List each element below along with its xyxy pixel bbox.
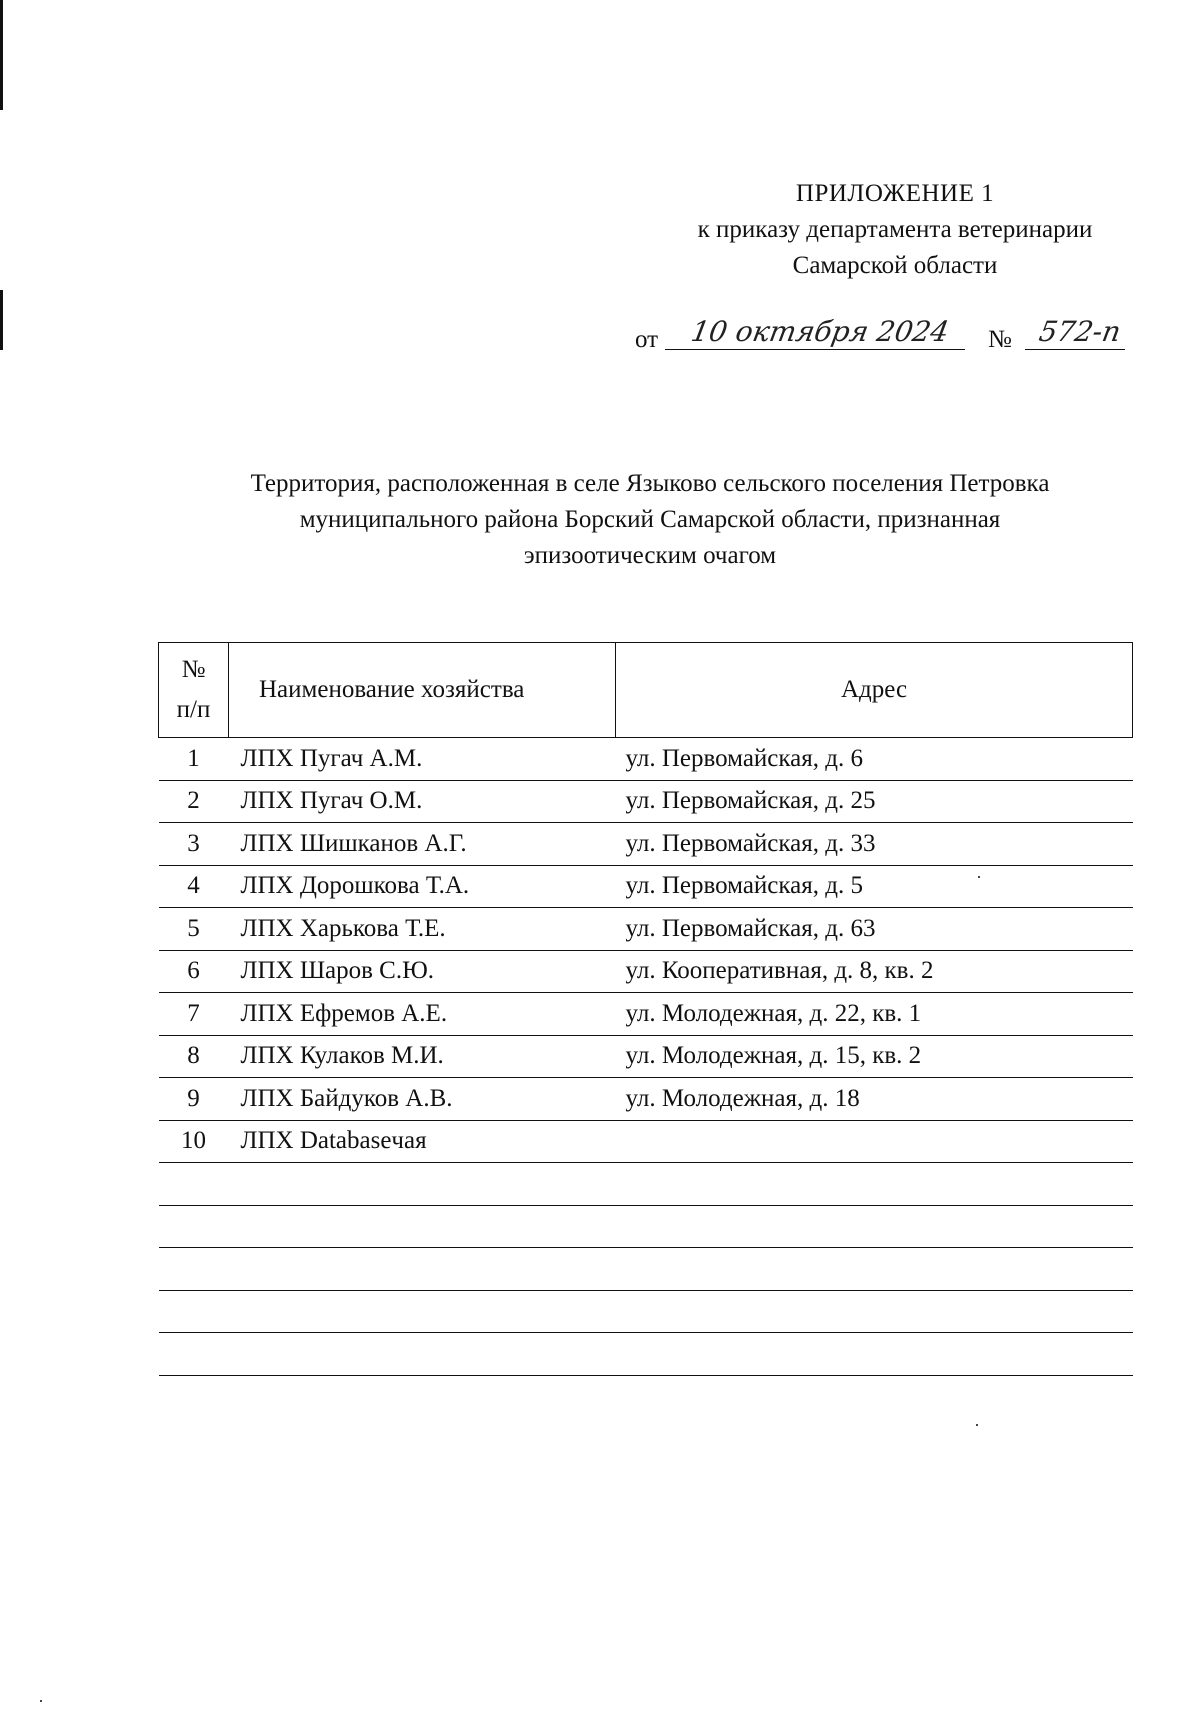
- table-row: [159, 1120, 1133, 1163]
- appendix-line-2: Самарской области: [792, 252, 998, 279]
- table-row: [159, 738, 1133, 781]
- header-number-line-2: п/п: [176, 696, 211, 723]
- table-row: [159, 908, 1133, 951]
- table-row: [159, 1078, 1133, 1121]
- table-row: [159, 780, 1133, 823]
- row-number: [159, 1205, 229, 1248]
- table-body: [159, 738, 1133, 1376]
- scan-edge-mark-middle: [0, 290, 3, 350]
- row-address: ул. Молодежная, д. 15, кв. 2: [616, 1035, 1133, 1078]
- scan-speck: [978, 876, 980, 878]
- row-number: 5: [159, 908, 229, 951]
- table-row: [159, 1248, 1133, 1291]
- row-farm-name: [229, 1163, 616, 1206]
- row-address: ул. Молодежная, д. 22, кв. 1: [616, 993, 1133, 1036]
- table-row: [159, 1205, 1133, 1248]
- row-address: ул. Первомайская, д. 5: [616, 865, 1133, 908]
- document-title: [130, 466, 1170, 574]
- row-farm-name: ЛПХ Пугач А.М.: [229, 738, 616, 781]
- row-address: [616, 1248, 1133, 1291]
- row-farm-name: ЛПХ Ефремов А.Е.: [229, 993, 616, 1036]
- row-address: [616, 1120, 1133, 1163]
- table-row: [159, 950, 1133, 993]
- header-number: [159, 643, 229, 738]
- table-row: [159, 1035, 1133, 1078]
- row-number: 7: [159, 993, 229, 1036]
- row-farm-name: ЛПХ Байдуков А.В.: [229, 1078, 616, 1121]
- title-line-2: муниципального района Борский Самарской области, признанная: [299, 506, 1001, 533]
- row-address: [616, 1163, 1133, 1206]
- row-address: ул. Кооперативная, д. 8, кв. 2: [616, 950, 1133, 993]
- scan-edge-mark-top: [0, 0, 3, 110]
- row-number: [159, 1333, 229, 1376]
- row-number: 8: [159, 1035, 229, 1078]
- table-row: [159, 993, 1133, 1036]
- row-number: 4: [159, 865, 229, 908]
- table-row: [159, 1163, 1133, 1206]
- row-number: 3: [159, 823, 229, 866]
- title-line-3: эпизоотическим очагом: [523, 542, 777, 569]
- title-line-1: Территория, расположенная в селе Языково сельского поселения Петровка: [250, 470, 1050, 497]
- row-address: ул. Первомайская, д. 33: [616, 823, 1133, 866]
- row-number: [159, 1163, 229, 1206]
- row-number: 2: [159, 780, 229, 823]
- row-address: [616, 1290, 1133, 1333]
- row-farm-name: [229, 1205, 616, 1248]
- table-row: [159, 1333, 1133, 1376]
- appendix-heading: ПРИЛОЖЕНИЕ 1: [795, 180, 995, 207]
- row-farm-name: [229, 1333, 616, 1376]
- row-farm-name: ЛПХ Шишканов А.Г.: [229, 823, 616, 866]
- handwritten-number: 572-п: [1036, 315, 1124, 348]
- header-address: Адрес: [616, 643, 1133, 738]
- scan-speck: [40, 1700, 42, 1702]
- row-number: [159, 1290, 229, 1333]
- row-farm-name: ЛПХ Пугач О.М.: [229, 780, 616, 823]
- row-farm-name: [229, 1248, 616, 1291]
- header-name: Наименование хозяйства: [229, 643, 616, 738]
- table-row: [159, 1290, 1133, 1333]
- row-farm-name: ЛПХ Дорошкова Т.А.: [229, 865, 616, 908]
- appendix-block: [665, 176, 1125, 284]
- number-underline: [1025, 349, 1125, 350]
- handwritten-date: 10 октября 2024: [688, 315, 952, 348]
- table-row: [159, 823, 1133, 866]
- row-address: [616, 1205, 1133, 1248]
- row-number: 1: [159, 738, 229, 781]
- row-farm-name: ЛПХ Databaseчая: [229, 1120, 616, 1163]
- row-number: 9: [159, 1078, 229, 1121]
- appendix-line-1: к приказу департамента ветеринарии: [697, 216, 1093, 243]
- row-address: ул. Первомайская, д. 25: [616, 780, 1133, 823]
- table-row: [159, 865, 1133, 908]
- row-farm-name: ЛПХ Кулаков М.И.: [229, 1035, 616, 1078]
- row-number: 6: [159, 950, 229, 993]
- number-prefix: №: [988, 326, 1012, 353]
- date-prefix: от: [635, 326, 659, 353]
- row-farm-name: ЛПХ Харькова Т.Е.: [229, 908, 616, 951]
- header-number-line-1: №: [181, 656, 206, 683]
- row-number: [159, 1248, 229, 1291]
- table-header-row: [159, 643, 1133, 738]
- row-address: ул. Молодежная, д. 18: [616, 1078, 1133, 1121]
- row-farm-name: [229, 1290, 616, 1333]
- row-number: 10: [159, 1120, 229, 1163]
- date-underline: [665, 349, 965, 350]
- scan-speck: [976, 1424, 978, 1426]
- row-address: [616, 1333, 1133, 1376]
- row-farm-name: ЛПХ Шаров С.Ю.: [229, 950, 616, 993]
- order-reference: [635, 310, 1155, 360]
- farms-table: [158, 642, 1133, 1376]
- row-address: ул. Первомайская, д. 63: [616, 908, 1133, 951]
- row-address: ул. Первомайская, д. 6: [616, 738, 1133, 781]
